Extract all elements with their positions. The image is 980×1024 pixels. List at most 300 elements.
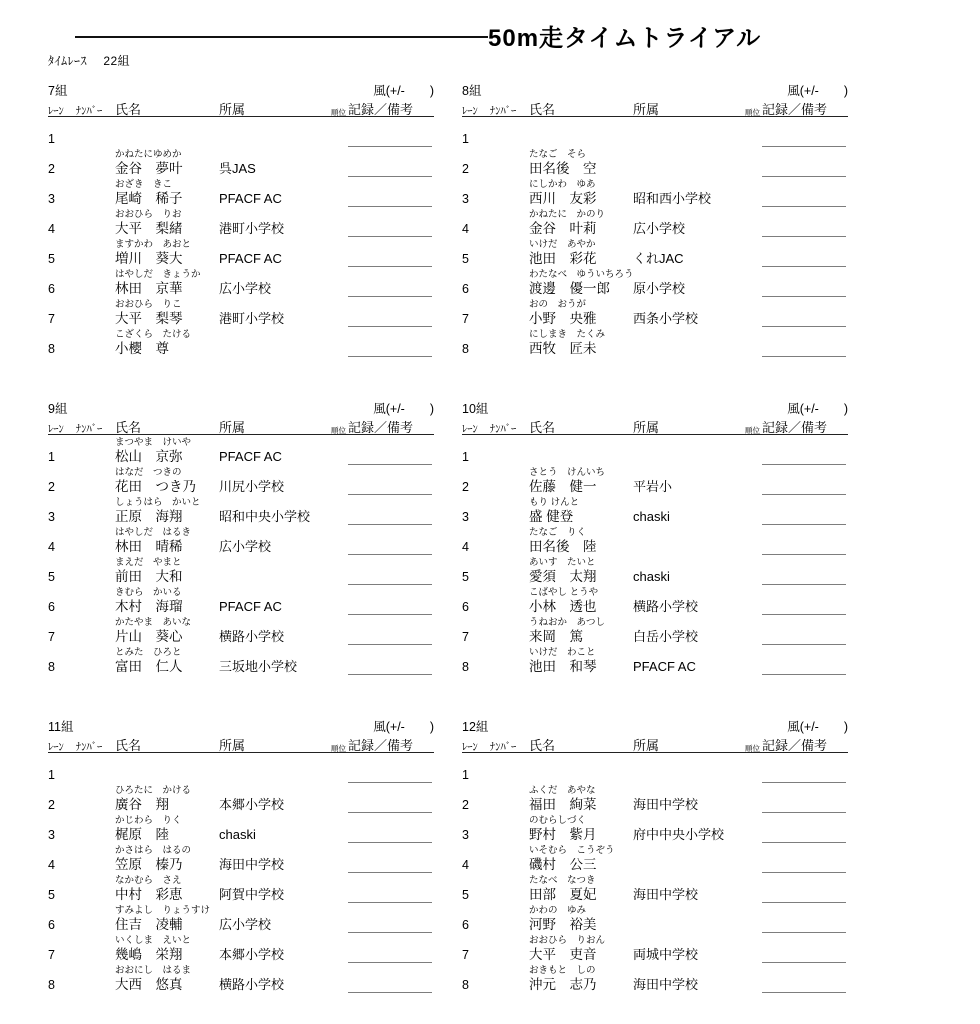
column-header-row [462, 735, 848, 753]
rank-column-header: 順位 [745, 108, 760, 117]
athlete-furigana: しょうはら かいと [115, 497, 201, 508]
record-blank-line [348, 899, 432, 903]
athlete-affiliation: 広小学校 [633, 221, 686, 236]
lane-row [48, 495, 434, 525]
athlete-furigana: とみた ひろと [115, 647, 182, 658]
record-blank-line [348, 491, 432, 495]
athlete-name-cell [115, 435, 219, 465]
athlete-name: 松山 京弥 [115, 449, 183, 464]
record-blank-line [348, 233, 432, 237]
athlete-affiliation: chaski [219, 827, 256, 842]
number-column-header: ﾅﾝﾊﾞｰ [490, 105, 517, 117]
athlete-name-cell [115, 903, 219, 933]
affiliation-column-header: 所属 [219, 420, 246, 435]
lane-number: 5 [462, 570, 469, 584]
lane-column-header: ﾚｰﾝ [48, 423, 64, 435]
rank-column-header: 順位 [331, 108, 346, 117]
athlete-name-cell [529, 465, 633, 495]
wind-label: 風(+/- ) [787, 402, 848, 416]
number-column-header: ﾅﾝﾊﾞｰ [76, 105, 103, 117]
lane-number: 4 [48, 540, 55, 554]
record-blank-line [348, 611, 432, 615]
athlete-name: 田部 夏妃 [529, 887, 597, 902]
athlete-furigana: いけだ あやか [529, 239, 596, 250]
column-header-row [48, 735, 434, 753]
lane-number: 5 [462, 252, 469, 266]
record-blank-line [762, 779, 846, 783]
record-blank-line [762, 203, 846, 207]
athlete-name-cell [529, 873, 633, 903]
lane-row [462, 327, 848, 357]
athlete-name-cell [529, 297, 633, 327]
athlete-name-cell [529, 813, 633, 843]
athlete-name: 田名後 陸 [529, 539, 597, 554]
lane-number: 2 [48, 480, 55, 494]
record-blank-line [348, 461, 432, 465]
record-blank-line [348, 959, 432, 963]
lane-row [48, 813, 434, 843]
heat-rows [462, 435, 848, 675]
athlete-name: 花田 つき乃 [115, 479, 196, 494]
lane-number: 1 [462, 450, 469, 464]
lane-row [462, 117, 848, 147]
lane-row [462, 297, 848, 327]
athlete-name: 中村 彩恵 [115, 887, 183, 902]
athlete-name: 金谷 夢叶 [115, 161, 183, 176]
lane-number: 4 [48, 222, 55, 236]
athlete-affiliation: 平岩小 [633, 479, 673, 494]
athlete-affiliation: 阿賀中学校 [219, 887, 285, 902]
lane-row [462, 963, 848, 993]
athlete-affiliation: 港町小学校 [219, 311, 285, 326]
athlete-furigana: おきもと しの [529, 965, 596, 976]
athlete-affiliation: 昭和中央小学校 [219, 509, 311, 524]
lane-row [462, 465, 848, 495]
heats-grid [48, 84, 876, 990]
record-blank-line [348, 173, 432, 177]
record-column-header: 記録／備考 [762, 420, 828, 435]
lane-column-header: ﾚｰﾝ [462, 741, 478, 753]
athlete-name: 増川 葵大 [115, 251, 183, 266]
athlete-furigana: のむらしづく [529, 815, 587, 826]
athlete-name-cell [529, 495, 633, 525]
athlete-furigana: うねおか あつし [529, 617, 606, 628]
lane-row [48, 903, 434, 933]
athlete-name: 愛須 太翔 [529, 569, 597, 584]
athlete-name-cell [529, 177, 633, 207]
page-title: 50m走タイムトライアル [488, 25, 762, 52]
athlete-affiliation: PFACF AC [219, 251, 282, 266]
lane-row [462, 585, 848, 615]
lane-number: 6 [462, 600, 469, 614]
rank-column-header: 順位 [331, 426, 346, 435]
athlete-name: 小櫻 尊 [115, 341, 169, 356]
lane-number: 6 [48, 600, 55, 614]
athlete-name-cell [115, 465, 219, 495]
athlete-affiliation: 両城中学校 [633, 947, 699, 962]
athlete-name: 富田 仁人 [115, 659, 183, 674]
race-type-label: ﾀｲﾑﾚｰｽ 22組 [48, 54, 131, 68]
lane-number: 8 [48, 342, 55, 356]
affiliation-column-header: 所属 [633, 102, 660, 117]
athlete-furigana: いくしま えいと [115, 935, 192, 946]
athlete-name-cell [115, 267, 219, 297]
athlete-affiliation: くれJAC [633, 251, 684, 266]
athlete-furigana: なかむら さえ [115, 875, 182, 886]
record-blank-line [348, 551, 432, 555]
athlete-name: 梶原 陸 [115, 827, 169, 842]
lane-row [462, 495, 848, 525]
lane-row [48, 555, 434, 585]
athlete-name: 笠原 榛乃 [115, 857, 183, 872]
athlete-name: 来岡 篤 [529, 629, 583, 644]
athlete-furigana: いけだ わこと [529, 647, 596, 658]
lane-number: 5 [462, 888, 469, 902]
record-blank-line [348, 521, 432, 525]
lane-row [48, 615, 434, 645]
athlete-name: 林田 晴稀 [115, 539, 183, 554]
heat-label: 10組 [462, 402, 489, 416]
athlete-name-cell [115, 147, 219, 177]
athlete-name-cell [115, 555, 219, 585]
lane-number: 3 [462, 192, 469, 206]
athlete-affiliation: PFACF AC [219, 449, 282, 464]
column-header-row [462, 99, 848, 117]
lane-number: 2 [48, 798, 55, 812]
lane-row [462, 873, 848, 903]
athlete-name-cell [115, 327, 219, 357]
athlete-affiliation: 呉JAS [219, 161, 256, 176]
athlete-affiliation: 広小学校 [219, 539, 272, 554]
lane-row [462, 843, 848, 873]
lane-number: 2 [462, 798, 469, 812]
athlete-furigana: たなご りく [529, 527, 587, 538]
name-column-header: 氏名 [529, 420, 556, 435]
lane-number: 8 [48, 660, 55, 674]
title-rule-line [75, 36, 488, 38]
heat-title-row [462, 720, 848, 735]
athlete-name: 尾崎 稀子 [115, 191, 183, 206]
athlete-name-cell [115, 525, 219, 555]
athlete-furigana: かさはら はるの [115, 845, 192, 856]
athlete-furigana: おおにし はるま [115, 965, 192, 976]
athlete-furigana: おおひら りお [115, 209, 182, 220]
lane-row [48, 435, 434, 465]
athlete-name-cell [115, 207, 219, 237]
name-column-header: 氏名 [115, 102, 142, 117]
athlete-furigana: ふくだ あやな [529, 785, 596, 796]
record-blank-line [762, 173, 846, 177]
record-blank-line [348, 869, 432, 873]
rank-column-header: 順位 [745, 744, 760, 753]
wind-label: 風(+/- ) [373, 402, 434, 416]
lane-number: 5 [48, 888, 55, 902]
athlete-furigana: かわの ゆみ [529, 905, 587, 916]
athlete-name-cell [529, 753, 633, 783]
athlete-name: 西牧 匠未 [529, 341, 597, 356]
athlete-furigana: おおひら りおん [529, 935, 606, 946]
name-column-header: 氏名 [115, 420, 142, 435]
name-column-header: 氏名 [529, 102, 556, 117]
athlete-name: 大西 悠真 [115, 977, 183, 992]
record-blank-line [348, 263, 432, 267]
record-blank-line [762, 839, 846, 843]
lane-number: 8 [462, 978, 469, 992]
athlete-furigana: あいす たいと [529, 557, 596, 568]
lane-number: 8 [48, 978, 55, 992]
lane-number: 3 [48, 828, 55, 842]
athlete-name: 小林 透也 [529, 599, 597, 614]
lane-row [462, 267, 848, 297]
heat-rows [462, 753, 848, 993]
wind-label: 風(+/- ) [787, 84, 848, 98]
athlete-furigana: おの おうが [529, 299, 587, 310]
heat-block [48, 402, 434, 672]
record-blank-line [348, 293, 432, 297]
athlete-name-cell [115, 117, 219, 147]
heat-label: 12組 [462, 720, 489, 734]
lane-number: 8 [462, 660, 469, 674]
athlete-furigana: おおひら りこ [115, 299, 182, 310]
lane-row [48, 207, 434, 237]
record-blank-line [762, 581, 846, 585]
lane-row [48, 873, 434, 903]
record-blank-line [348, 809, 432, 813]
lane-row [462, 177, 848, 207]
lane-number: 1 [48, 132, 55, 146]
athlete-furigana: かねたに かのり [529, 209, 606, 220]
athlete-furigana: まつやま けいや [115, 437, 192, 448]
athlete-name: 林田 京華 [115, 281, 183, 296]
lane-row [462, 435, 848, 465]
lane-number: 4 [462, 858, 469, 872]
lane-row [462, 525, 848, 555]
lane-number: 7 [48, 312, 55, 326]
athlete-name-cell [529, 327, 633, 357]
record-blank-line [762, 899, 846, 903]
athlete-name-cell [529, 843, 633, 873]
lane-row [462, 147, 848, 177]
record-blank-line [762, 143, 846, 147]
lane-number: 5 [48, 570, 55, 584]
lane-number: 6 [48, 282, 55, 296]
athlete-name: 池田 和琴 [529, 659, 597, 674]
athlete-name-cell [115, 585, 219, 615]
athlete-name-cell [529, 207, 633, 237]
athlete-name-cell [529, 267, 633, 297]
record-blank-line [348, 989, 432, 993]
athlete-affiliation: 本郷小学校 [219, 947, 285, 962]
heat-label: 9組 [48, 402, 68, 416]
lane-number: 4 [462, 222, 469, 236]
athlete-furigana: かねたにゆめか [115, 149, 182, 160]
record-column-header: 記録／備考 [348, 738, 414, 753]
athlete-furigana: ひろたに かける [115, 785, 192, 796]
athlete-name-cell [529, 525, 633, 555]
record-blank-line [348, 641, 432, 645]
record-blank-line [348, 203, 432, 207]
lane-number: 1 [48, 768, 55, 782]
lane-number: 7 [48, 630, 55, 644]
athlete-affiliation: chaski [633, 569, 670, 584]
name-column-header: 氏名 [529, 738, 556, 753]
record-blank-line [762, 353, 846, 357]
athlete-affiliation: 府中中央小学校 [633, 827, 725, 842]
rank-column-header: 順位 [745, 426, 760, 435]
athlete-affiliation: 海田中学校 [633, 977, 699, 992]
athlete-furigana: にしまき たくみ [529, 329, 606, 340]
lane-number: 7 [462, 312, 469, 326]
athlete-name: 佐藤 健一 [529, 479, 597, 494]
athlete-furigana: にしかわ ゆあ [529, 179, 596, 190]
athlete-name: 前田 大和 [115, 569, 183, 584]
athlete-name: 西川 友彩 [529, 191, 597, 206]
athlete-furigana: おざき きこ [115, 179, 173, 190]
athlete-affiliation: 広小学校 [219, 281, 272, 296]
athlete-furigana: はなだ つきの [115, 467, 182, 478]
lane-row [462, 207, 848, 237]
athlete-affiliation: PFACF AC [633, 659, 696, 674]
athlete-affiliation: 西条小学校 [633, 311, 699, 326]
title-row [75, 18, 761, 53]
lane-column-header: ﾚｰﾝ [48, 741, 64, 753]
record-column-header: 記録／備考 [762, 738, 828, 753]
athlete-affiliation: PFACF AC [219, 191, 282, 206]
athlete-name: 沖元 志乃 [529, 977, 597, 992]
heat-title-row [48, 402, 434, 417]
athlete-furigana: すみよし りょうすけ [115, 905, 211, 916]
athlete-name-cell [115, 237, 219, 267]
heat-block [462, 720, 848, 990]
record-blank-line [762, 929, 846, 933]
athlete-name: 盛 健登 [529, 509, 574, 524]
lane-number: 4 [48, 858, 55, 872]
athlete-affiliation: 昭和西小学校 [633, 191, 712, 206]
lane-number: 2 [462, 162, 469, 176]
heat-title-row [48, 84, 434, 99]
athlete-affiliation: 横路小学校 [219, 977, 285, 992]
record-column-header: 記録／備考 [762, 102, 828, 117]
affiliation-column-header: 所属 [219, 102, 246, 117]
lane-row [48, 843, 434, 873]
lane-row [48, 585, 434, 615]
heat-title-row [462, 402, 848, 417]
record-column-header: 記録／備考 [348, 420, 414, 435]
wind-label: 風(+/- ) [373, 84, 434, 98]
heat-label: 11組 [48, 720, 74, 734]
lane-row [48, 297, 434, 327]
lane-row [48, 933, 434, 963]
athlete-furigana: かじわら りく [115, 815, 182, 826]
lane-row [48, 237, 434, 267]
athlete-furigana: はやしだ きょうか [115, 269, 201, 280]
lane-row [48, 963, 434, 993]
record-blank-line [762, 641, 846, 645]
athlete-affiliation: 原小学校 [633, 281, 686, 296]
lane-number: 1 [462, 768, 469, 782]
athlete-name-cell [529, 147, 633, 177]
athlete-affiliation: 広小学校 [219, 917, 272, 932]
record-blank-line [348, 581, 432, 585]
athlete-name-cell [115, 645, 219, 675]
athlete-name: 渡邊 優一郎 [529, 281, 610, 296]
athlete-affiliation: 海田中学校 [633, 887, 699, 902]
affiliation-column-header: 所属 [633, 420, 660, 435]
lane-row [462, 903, 848, 933]
athlete-name-cell [115, 933, 219, 963]
lane-number: 2 [462, 480, 469, 494]
athlete-name: 田名後 空 [529, 161, 597, 176]
lane-row [462, 753, 848, 783]
athlete-furigana: わたなべ ゆういちろう [529, 269, 634, 280]
athlete-name: 幾嶋 栄翔 [115, 947, 183, 962]
lane-column-header: ﾚｰﾝ [462, 105, 478, 117]
athlete-name: 木村 海瑠 [115, 599, 183, 614]
record-blank-line [762, 809, 846, 813]
wind-label: 風(+/- ) [787, 720, 848, 734]
athlete-name: 池田 彩花 [529, 251, 597, 266]
athlete-name: 正原 海翔 [115, 509, 183, 524]
record-blank-line [762, 491, 846, 495]
athlete-furigana: ますかわ あおと [115, 239, 192, 250]
record-blank-line [762, 989, 846, 993]
athlete-name-cell [115, 813, 219, 843]
lane-row [48, 645, 434, 675]
number-column-header: ﾅﾝﾊﾞｰ [76, 423, 103, 435]
lane-number: 6 [462, 918, 469, 932]
record-blank-line [762, 263, 846, 267]
athlete-name-cell [529, 933, 633, 963]
lane-number: 2 [48, 162, 55, 176]
heat-title-row [48, 720, 434, 735]
column-header-row [48, 417, 434, 435]
athlete-furigana: たなご そら [529, 149, 587, 160]
lane-number: 4 [462, 540, 469, 554]
record-blank-line [348, 671, 432, 675]
athlete-affiliation: 横路小学校 [219, 629, 285, 644]
athlete-furigana: かたやま あいな [115, 617, 192, 628]
athlete-affiliation: 港町小学校 [219, 221, 285, 236]
lane-row [48, 525, 434, 555]
record-blank-line [762, 323, 846, 327]
athlete-name: 河野 裕美 [529, 917, 597, 932]
athlete-name: 大平 吏音 [529, 947, 597, 962]
athlete-furigana: こざくら たける [115, 329, 192, 340]
lane-column-header: ﾚｰﾝ [462, 423, 478, 435]
athlete-name: 住吉 凌輔 [115, 917, 183, 932]
record-blank-line [762, 461, 846, 465]
lane-row [48, 327, 434, 357]
athlete-name: 片山 葵心 [115, 629, 183, 644]
record-blank-line [348, 839, 432, 843]
name-column-header: 氏名 [115, 738, 142, 753]
record-blank-line [762, 869, 846, 873]
athlete-furigana: まえだ やまと [115, 557, 182, 568]
number-column-header: ﾅﾝﾊﾞｰ [490, 741, 517, 753]
record-blank-line [348, 779, 432, 783]
athlete-name: 福田 絢菜 [529, 797, 597, 812]
record-blank-line [762, 233, 846, 237]
number-column-header: ﾅﾝﾊﾞｰ [490, 423, 517, 435]
athlete-affiliation: PFACF AC [219, 599, 282, 614]
athlete-name-cell [529, 237, 633, 267]
athlete-name: 磯村 公三 [529, 857, 597, 872]
heat-rows [462, 117, 848, 357]
affiliation-column-header: 所属 [633, 738, 660, 753]
lane-number: 3 [462, 828, 469, 842]
athlete-name-cell [115, 297, 219, 327]
lane-number: 7 [462, 948, 469, 962]
